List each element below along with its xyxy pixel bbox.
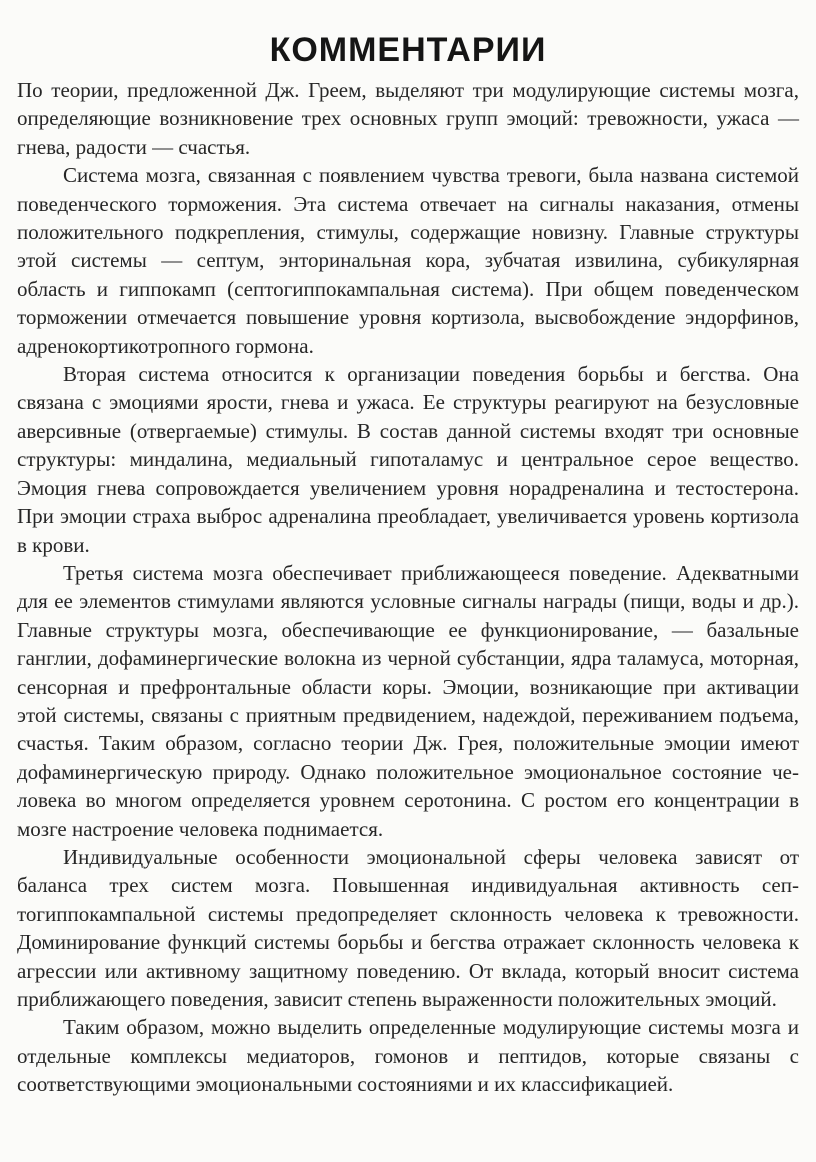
paragraph: По теории, предложенной Дж. Греем, выделяют три модулирующие системы мозга, определяющие возникновение трех основных групп эмоций: тревожности, ужаса — гнева, радости — счастья.: [17, 78, 799, 159]
body-text: [17, 76, 799, 1099]
page-title: КОММЕНТАРИИ: [269, 31, 547, 69]
paragraph: Таким образом, можно выделить определенные модулирующие системы мозга и отдельные комплексы медиаторов, гомонов и пептидов, которые связаны с соответствующими эмоциональными состояниями и их классификацией.: [17, 1015, 799, 1097]
paragraph: Индивидуальные особенности эмоциональной сферы человека зависят от баланса трех систем мозга. Повышенная индивидуальная активность септогиппокампальной системы предопределяет склонность человека к тревожности. Доминирование функций системы борьбы и бегства отражает склонность человека к агрессии или активному защитному поведению. От вклада, который вносит система приближающего поведения, зависит степень выраженности положительных эмоций.: [17, 844, 799, 1011]
paragraph: Система мозга, связанная с появлением чувства тревоги, была названа системой поведенческого торможения. Эта система отвечает на сигналы наказания, отмены положительного подкрепления, стимулы, содержащие новизну. Главные структуры этой системы — септум, энторинальная кора, зубчатая извилина, субикулярная область и гиппокамп (септогиппокампальная система). При общем поведенческом торможении отмечается повышение уровня кортизола, высвобождение эндорфинов, адренокортикотропного гормона.: [17, 163, 799, 358]
paragraph: Третья система мозга обеспечивает приближающееся поведение. Адекватными для ее элементов стимулами являются условные сигналы награды (пищи, воды и др.). Главные структуры мозга, обеспечивающие ее функционирование, — базальные ганглии, дофаминергические волокна из черной субстанции, ядра таламуса, моторная, сенсорная и префронтальные области коры. Эмоции, возникающие при активации этой системы, связаны с приятным предвидением, надеждой, переживанием подъема, счастья. Таким образом, согласно теории Дж. Грея, положительные эмоции имеют дофаминергическую природу. Однако положительное эмоциональное состояние человека во многом определяется уровнем серотонина. С ростом его концентрации в мозге настроение человека поднимается.: [17, 560, 799, 841]
paragraph: Вторая система относится к организации поведения борьбы и бегства. Она связана с эмоциями ярости, гнева и ужаса. Ее структуры реагируют на безусловные аверсивные (отвергаемые) стимулы. В состав данной системы входят три основные структуры: миндалина, медиальный гипоталамус и центральное серое вещество. Эмоция гнева сопровождается увеличением уровня норадреналина и тестостерона. При эмоции страха выброс адреналина преобладает, увеличивается уровень кортизола в крови.: [17, 362, 799, 557]
